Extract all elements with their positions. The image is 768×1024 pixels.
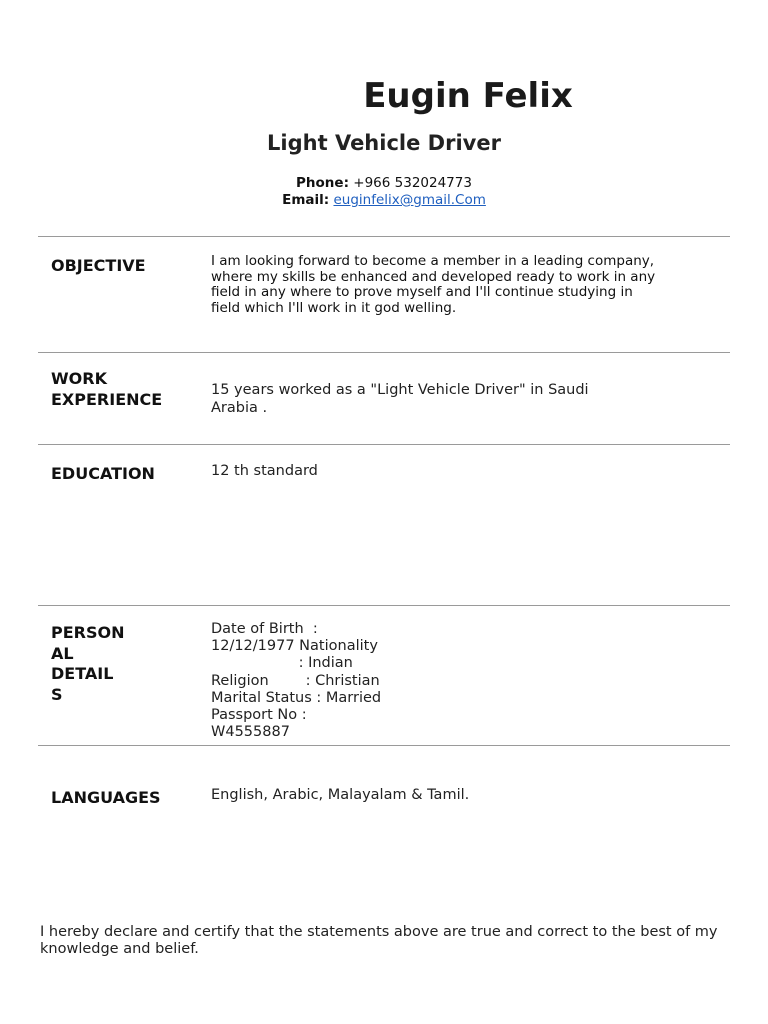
work-experience-heading-line: EXPERIENCE <box>51 389 163 409</box>
phone-value: +966 532024773 <box>353 175 472 191</box>
personal-details-heading-line: AL <box>51 643 74 663</box>
personal-details-text <box>211 621 381 741</box>
email-label: Email: <box>282 192 330 208</box>
contact-phone <box>0 175 768 191</box>
languages-heading: LANGUAGES <box>51 788 161 807</box>
personal-detail-line: Marital Status : Married <box>211 689 382 706</box>
candidate-name: Eugin Felix <box>363 76 573 116</box>
work-experience-heading-line: WORK <box>51 369 107 388</box>
job-title: Light Vehicle Driver <box>267 131 501 155</box>
section-divider <box>38 605 730 606</box>
personal-detail-line: : Indian <box>211 655 353 672</box>
personal-details-heading-line: DETAIL <box>51 664 114 683</box>
personal-detail-line: Passport No : <box>211 707 307 724</box>
contact-email <box>0 192 768 208</box>
section-divider <box>38 444 730 445</box>
declaration-text: I hereby declare and certify that the statements above are true and correct to the best of my knowledge and belief. <box>40 924 718 958</box>
personal-detail-line: Date of Birth : <box>211 621 318 637</box>
work-experience-text: 15 years worked as a "Light Vehicle Driver" in Saudi Arabia . <box>211 382 589 416</box>
work-experience-heading <box>51 369 162 410</box>
personal-detail-line: W4555887 <box>211 724 290 741</box>
email-link[interactable]: euginfelix@gmail.Com <box>333 192 486 208</box>
objective-heading: OBJECTIVE <box>51 256 146 275</box>
objective-text: I am looking forward to become a member in a leading company, where my skills be enhanced and developed ready to work in any field in any where to prove myself and I'll continue studying in field which I'll work in it god welling. <box>211 253 656 316</box>
personal-details-heading <box>51 623 125 705</box>
personal-detail-line: 12/12/1977 Nationality <box>211 638 378 655</box>
education-text: 12 th standard <box>211 463 318 479</box>
section-divider <box>38 745 730 746</box>
phone-label: Phone: <box>296 175 349 191</box>
personal-details-heading-line: PERSON <box>51 623 125 642</box>
personal-details-heading-line: S <box>51 684 63 704</box>
languages-text: English, Arabic, Malayalam & Tamil. <box>211 787 470 803</box>
section-divider <box>38 352 730 353</box>
education-heading: EDUCATION <box>51 464 155 483</box>
personal-detail-line: Religion : Christian <box>211 672 380 689</box>
section-divider <box>38 236 730 237</box>
